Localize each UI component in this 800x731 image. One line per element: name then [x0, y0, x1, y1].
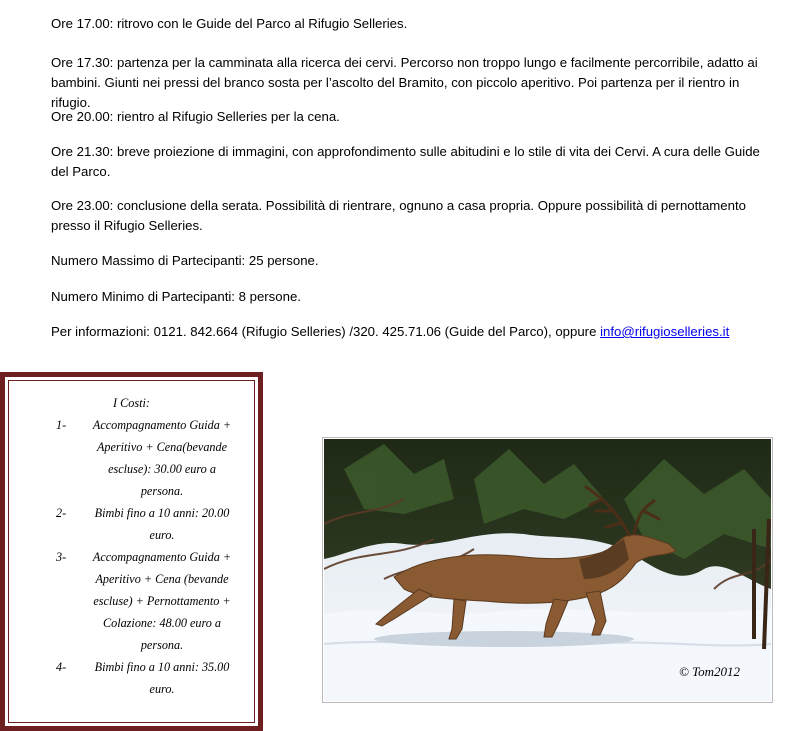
cost-item-description: Accompagnamento Guida + Aperitivo + Cena (bevande escluse) + Pernottamento + Colazione: 48.00 euro a persona. — [92, 550, 232, 652]
cost-item-description: Bimbi fino a 10 anni: 35.00 euro. — [94, 660, 230, 696]
contact-info — [51, 322, 781, 342]
schedule-item-2130: Ore 21.30: breve proiezione di immagini, con approfondimento sulle abitudini e lo stile di vita dei Cervi. A cura delle Guide del Parco. — [51, 144, 760, 179]
cost-item-number: 4- — [56, 660, 67, 674]
cost-box — [0, 372, 263, 731]
deer-in-snow-image — [324, 439, 771, 701]
contact-text: Per informazioni: 0121. 842.664 (Rifugio Selleries) /320. 425.71.06 (Guide del Parco), oppure — [51, 324, 601, 339]
min-participants: Numero Minimo di Partecipanti: 8 persone. — [51, 289, 301, 304]
cost-title: I Costi: — [113, 396, 150, 410]
schedule-item-1700: Ore 17.00: ritrovo con le Guide del Parco al Rifugio Selleries. — [51, 16, 408, 31]
photo-copyright: © Tom2012 — [679, 664, 741, 679]
schedule-item-1730: Ore 17.30: partenza per la camminata alla ricerca dei cervi. Percorso non troppo lungo e facilmente percorribile, adatto ai bambini. Giunti nei pressi del branco sosta per l’ascolto del Bramito, con piccolo aperitivo. Poi partenza per il rientro in rifugio. — [51, 55, 758, 110]
cost-item-number: 3- — [56, 550, 67, 564]
email-link[interactable]: info@rifugioselleries.it — [600, 324, 730, 339]
cost-item-description: Accompagnamento Guida + Aperitivo + Cena(bevande escluse): 30.00 euro a persona. — [92, 418, 232, 498]
cost-item-number: 2- — [56, 506, 67, 520]
cost-item-description: Bimbi fino a 10 anni: 20.00 euro. — [94, 506, 230, 542]
schedule-item-2300: Ore 23.00: conclusione della serata. Possibilità di rientrare, ognuno a casa propria. Oppure possibilità di pernottamento presso il Rifugio Selleries. — [51, 198, 746, 233]
max-participants: Numero Massimo di Partecipanti: 25 persone. — [51, 253, 319, 268]
cost-item-number: 1- — [56, 418, 67, 432]
schedule-item-2000: Ore 20.00: rientro al Rifugio Selleries per la cena. — [51, 109, 340, 124]
